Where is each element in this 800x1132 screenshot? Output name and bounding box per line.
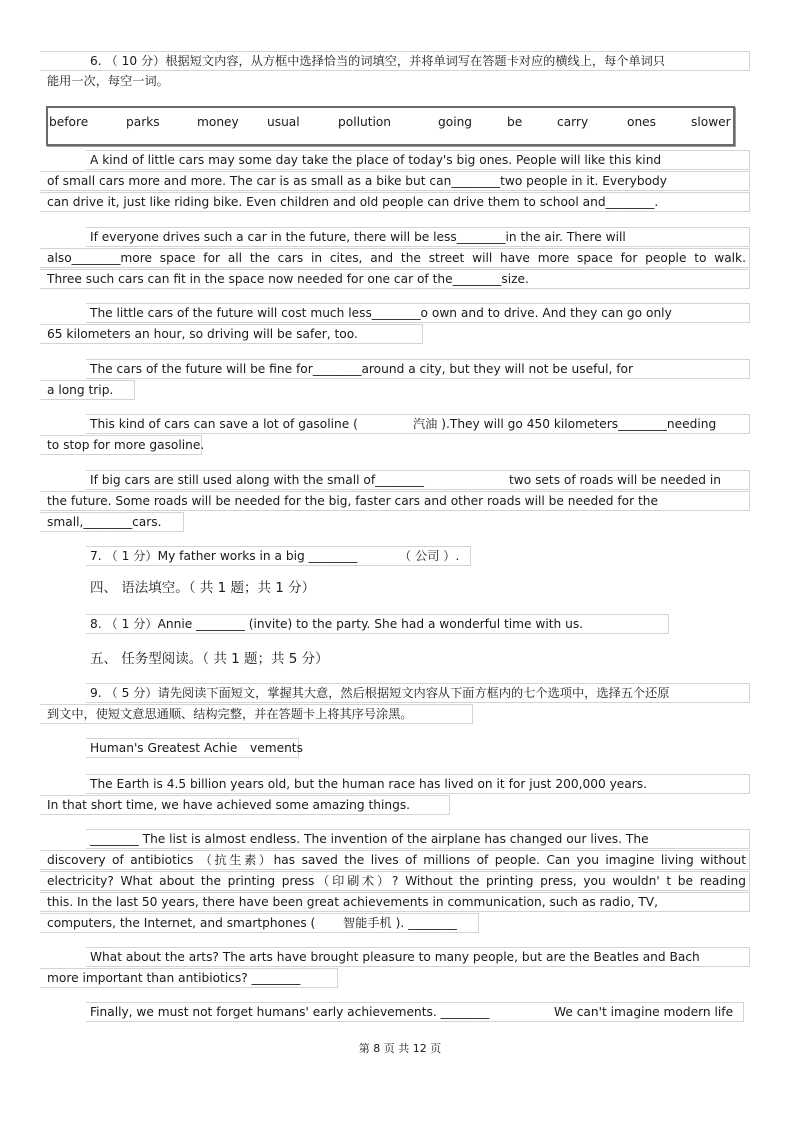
q6-header: 6. （ 10 分）根据短文内容，从方框中选择恰当的词填空，并将单词写在答题卡对应的横线上，每个单词只 — [90, 54, 666, 68]
word-bank-item: carry — [557, 115, 589, 129]
passage-line: electricity? What about the printing press（印刷术）? Without the printing press, you wouldn' t be reading — [47, 874, 746, 888]
word-bank-item: usual — [267, 115, 300, 129]
passage-line: ________ The list is almost endless. The invention of the airplane has changed our lives. The — [90, 832, 649, 846]
word-bank-item: going — [438, 115, 473, 129]
word-bank-item: before — [49, 115, 89, 129]
passage-line: Three such cars can fit in the space now needed for one car of the________size. — [47, 272, 529, 286]
passage-line: The Earth is 4.5 billion years old, but the human race has lived on it for just 200,000 years. — [90, 777, 648, 791]
passage-line: This kind of cars can save a lot of gasoline ( — [90, 417, 358, 431]
passage-line: of small cars more and more. The car is as small as a bike but can________two people in it. Everybody — [47, 174, 668, 188]
passage-line: The cars of the future will be fine for________around a city, but they will not be useful, for — [90, 362, 633, 376]
passage-line: If everyone drives such a car in the future, there will be less________in the air. There will — [90, 230, 626, 244]
q9-header-cont: 到文中，使短文意思通顺、结构完整，并在答题卡上将其序号涂黑。 — [47, 707, 413, 721]
passage-line: 汽油 ).They will go 450 kilometers________needing — [413, 417, 717, 431]
word-bank-item: slower — [691, 115, 731, 129]
q6-header-cont: 能用一次，每空一词。 — [47, 74, 169, 88]
word-bank-item: parks — [126, 115, 160, 129]
word-bank-item: ones — [627, 115, 657, 129]
q7-text-hint: （ 公司 ）. — [399, 549, 460, 563]
passage-line: The little cars of the future will cost much less________o own and to drive. And they can go only — [90, 306, 672, 320]
passage-line: 智能手机 ). ________ — [343, 916, 457, 930]
passage-line: We can't imagine modern life — [554, 1005, 734, 1019]
word-bank-item: money — [197, 115, 239, 129]
passage-line: a long trip. — [47, 383, 114, 397]
word-bank-item: pollution — [338, 115, 392, 129]
section-title: 五、 任务型阅读。（ 共 1 题；共 5 分） — [90, 651, 329, 667]
passage-title: Human's Greatest Achie — [90, 741, 238, 755]
passage-line: small,________cars. — [47, 515, 162, 529]
passage-line: discovery of antibiotics （抗生素）has saved the lives of millions of people. Can you imagine living without — [47, 853, 746, 867]
passage-title-cont: vements — [250, 741, 303, 755]
passage-line: What about the arts? The arts have brought pleasure to many people, but are the Beatles and Bach — [90, 950, 700, 964]
passage-line: this. In the last 50 years, there have been great achievements in communication, such as radio, TV, — [47, 895, 658, 909]
word-bank-item: be — [507, 115, 523, 129]
passage-line: two sets of roads will be needed in — [509, 473, 721, 487]
q7-text: 7. （ 1 分）My father works in a big ________ — [90, 549, 358, 563]
passage-line: the future. Some roads will be needed for the big, faster cars and other roads will be needed for the — [47, 494, 658, 508]
section-title: 四、 语法填空。（ 共 1 题；共 1 分） — [90, 580, 316, 596]
passage-line: If big cars are still used along with the small of________ — [90, 473, 424, 487]
passage-line: 65 kilometers an hour, so driving will be safer, too. — [47, 327, 358, 341]
q9-header: 9. （ 5 分）请先阅读下面短文，掌握其大意，然后根据短文内容从下面方框内的七个选项中，选择五个还原 — [90, 686, 670, 700]
passage-line: In that short time, we have achieved some amazing things. — [47, 798, 411, 812]
passage-line: A kind of little cars may some day take the place of today's big ones. People will like this kind — [90, 153, 662, 167]
page-number: 第 8 页 共 12 页 — [358, 1042, 442, 1055]
passage-line: also________more space for all the cars in cites, and the street will have more space for people to walk. — [47, 251, 746, 265]
passage-line: can drive it, just like riding bike. Even children and old people can drive them to school and________. — [47, 195, 659, 209]
passage-line: Finally, we must not forget humans' early achievements. ________ — [90, 1005, 490, 1019]
passage-line: to stop for more gasoline. — [47, 438, 205, 452]
passage-line: more important than antibiotics? ________ — [47, 971, 301, 985]
passage-line: computers, the Internet, and smartphones ( — [47, 916, 316, 930]
q8-text: 8. （ 1 分）Annie ________ (invite) to the party. She had a wonderful time with us. — [90, 617, 584, 631]
